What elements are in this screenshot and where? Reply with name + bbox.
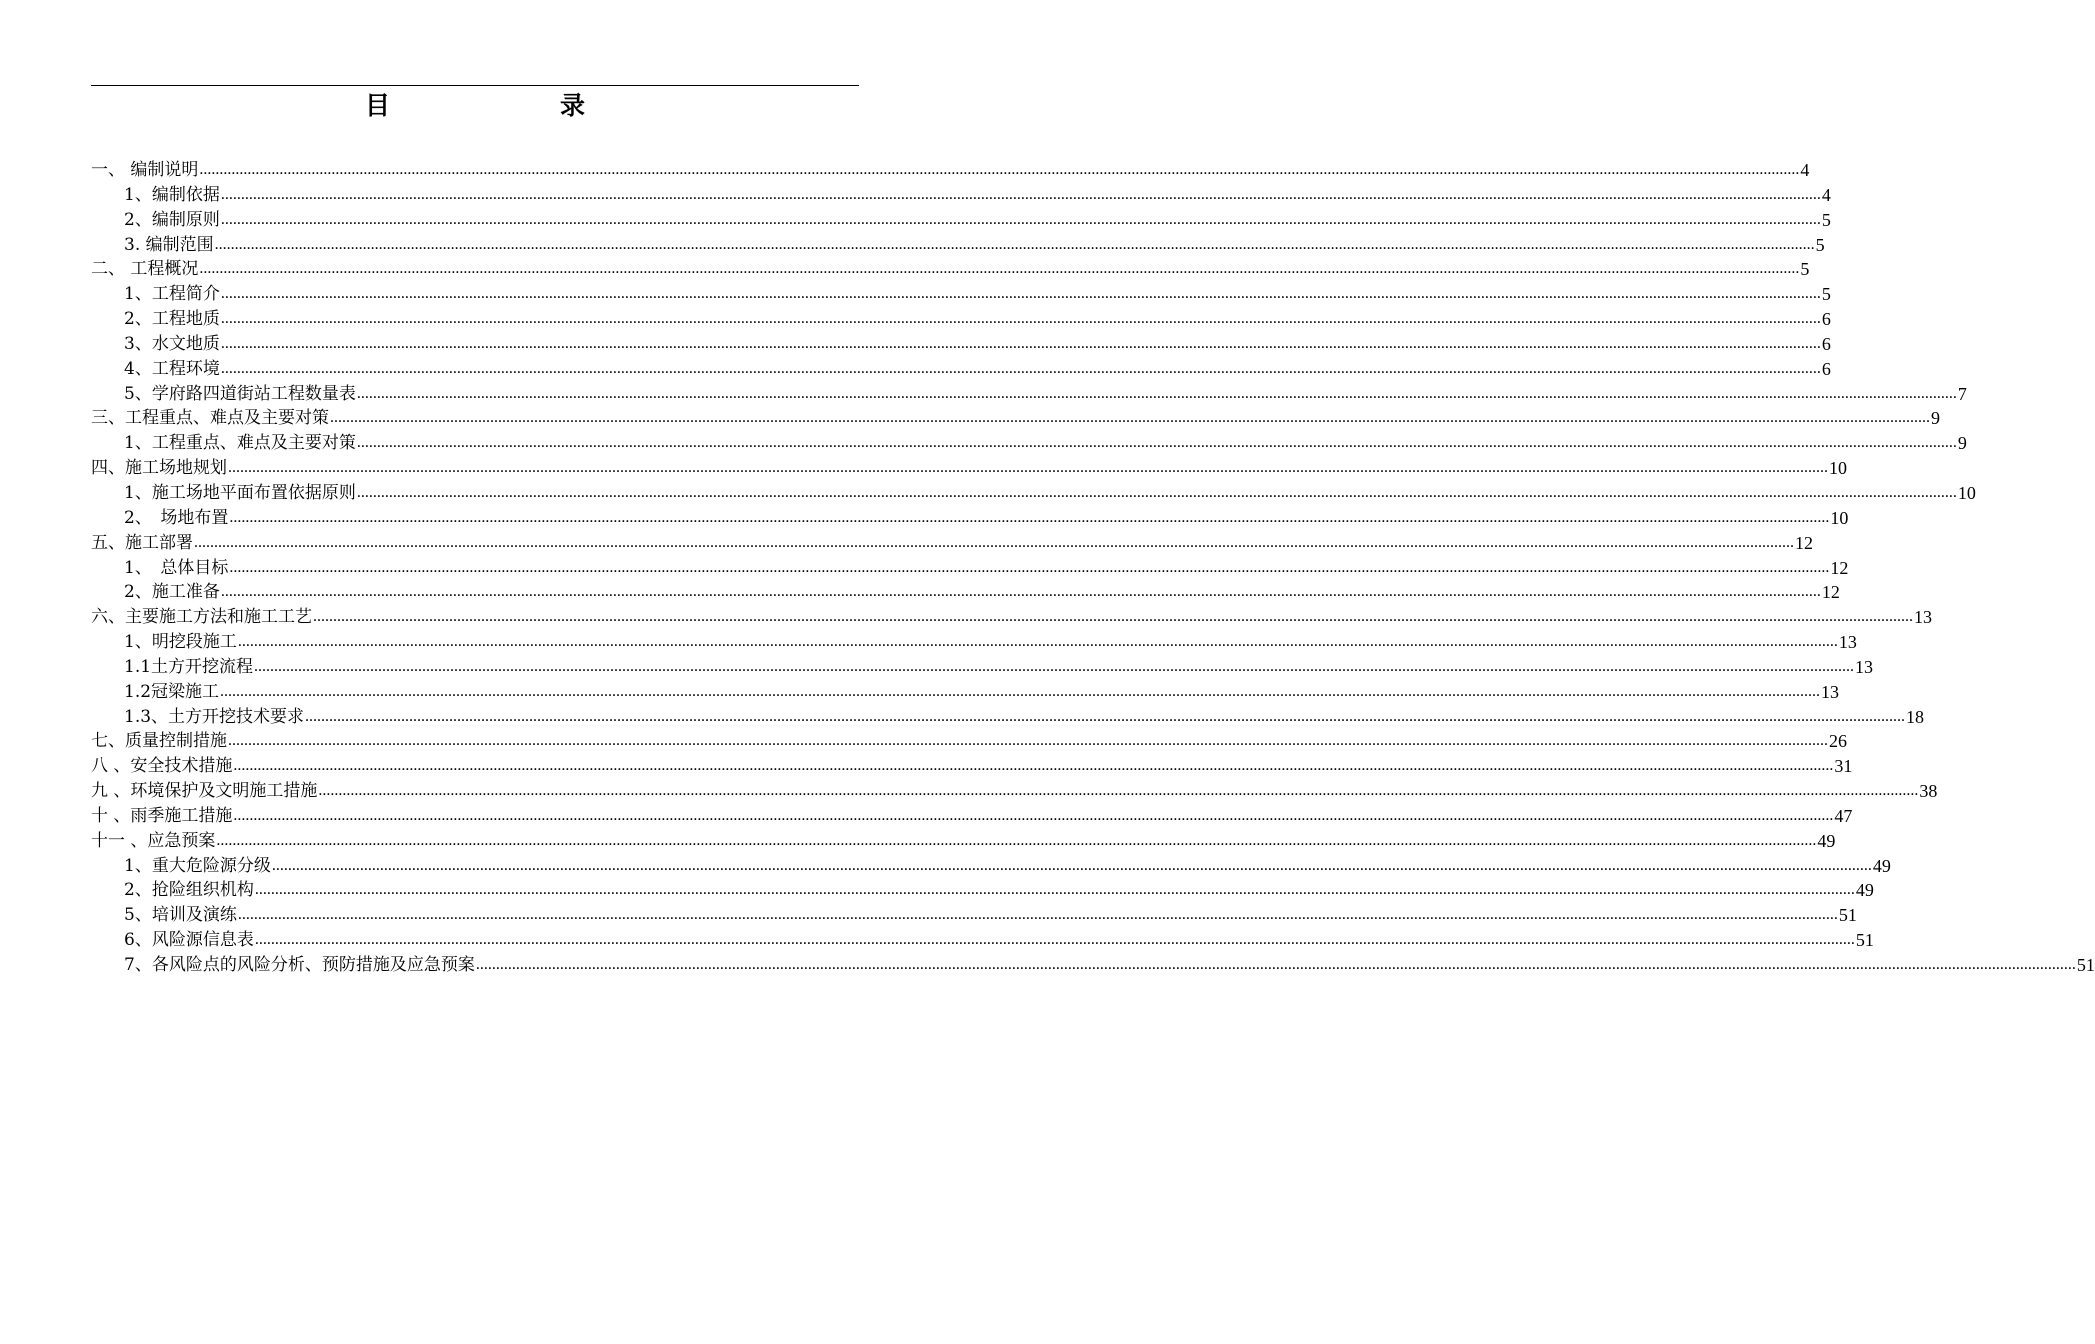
toc-entry[interactable] xyxy=(91,854,1891,879)
toc-entry[interactable] xyxy=(91,878,1874,903)
toc-entry-page-number: 12 xyxy=(1795,532,1813,553)
toc-entry[interactable] xyxy=(91,953,2095,978)
toc-dot-leader: ................................................................................................................................................................................................................................................................................................................................................................................................................ xyxy=(194,533,1794,551)
toc-dot-leader: ................................................................................................................................................................................................................................................................................................................................................................................................................ xyxy=(233,757,1834,775)
toc-entry-label: 1、 总体目标 xyxy=(124,557,229,578)
toc-entry-page-number: 4 xyxy=(1821,184,1831,205)
toc-entry-label: 1、编制依据 xyxy=(124,184,220,205)
toc-entry-label: 1、重大危险源分级 xyxy=(124,855,271,876)
toc-entry-label: 5、培训及演练 xyxy=(124,905,237,926)
toc-entry-label: 2、编制原则 xyxy=(124,209,220,230)
toc-entry-label: 二、 工程概况 xyxy=(91,259,199,280)
toc-entry-label: 1.2冠梁施工 xyxy=(124,681,220,702)
toc-dot-leader: ................................................................................................................................................................................................................................................................................................................................................................................................................ xyxy=(220,285,1821,303)
toc-entry-page-number: 26 xyxy=(1829,731,1847,752)
toc-entry[interactable] xyxy=(91,556,1849,581)
toc-entry-page-number: 10 xyxy=(1829,458,1847,479)
toc-dot-leader: ................................................................................................................................................................................................................................................................................................................................................................................................................ xyxy=(220,210,1821,228)
toc-entry[interactable] xyxy=(91,729,1847,754)
toc-dot-leader: ................................................................................................................................................................................................................................................................................................................................................................................................................ xyxy=(199,260,1800,278)
toc-dot-leader: ................................................................................................................................................................................................................................................................................................................................................................................................................ xyxy=(229,558,1830,576)
toc-entry-label: 十一 、应急预案 xyxy=(91,830,216,851)
toc-dot-leader: ................................................................................................................................................................................................................................................................................................................................................................................................................ xyxy=(271,856,1872,874)
toc-entry[interactable] xyxy=(91,357,1831,382)
toc-entry[interactable] xyxy=(91,804,1853,829)
toc-dot-leader: ................................................................................................................................................................................................................................................................................................................................................................................................................ xyxy=(228,459,1828,477)
toc-entry[interactable] xyxy=(91,580,1840,605)
toc-dot-leader: ................................................................................................................................................................................................................................................................................................................................................................................................................ xyxy=(475,956,2076,973)
toc-entry[interactable] xyxy=(91,829,1836,854)
toc-entry[interactable] xyxy=(91,332,1831,357)
toc-entry[interactable] xyxy=(91,406,1940,431)
toc-dot-leader: ................................................................................................................................................................................................................................................................................................................................................................................................................ xyxy=(356,384,1957,402)
toc-entry-label: 六、主要施工方法和施工工艺 xyxy=(91,607,312,628)
toc-dot-leader: ................................................................................................................................................................................................................................................................................................................................................................................................................ xyxy=(199,161,1800,178)
toc-entry-label: 4、工程环境 xyxy=(124,358,220,379)
toc-entry[interactable] xyxy=(91,506,1849,531)
toc-entry-page-number: 9 xyxy=(1957,433,1967,454)
toc-entry-page-number: 49 xyxy=(1872,855,1891,876)
toc-entry-label: 7、各风险点的风险分析、预防措施及应急预案 xyxy=(124,955,475,975)
toc-entry[interactable] xyxy=(91,779,1938,804)
toc-entry-page-number: 13 xyxy=(1855,656,1874,677)
toc-entry-page-number: 5 xyxy=(1800,259,1810,280)
toc-entry-page-number: 49 xyxy=(1817,830,1836,851)
toc-entry-label: 1、明挖段施工 xyxy=(124,632,237,653)
toc-entry[interactable] xyxy=(91,282,1831,307)
toc-entry[interactable] xyxy=(91,257,1810,282)
toc-dot-leader: ................................................................................................................................................................................................................................................................................................................................................................................................................ xyxy=(254,881,1855,899)
toc-entry-label: 四、施工场地规划 xyxy=(91,458,227,479)
toc-entry[interactable] xyxy=(91,605,1932,630)
toc-entry-label: 5、学府路四道街站工程数量表 xyxy=(124,383,356,404)
toc-entry[interactable] xyxy=(91,680,1840,705)
toc-entry-page-number: 49 xyxy=(1855,880,1874,901)
toc-entry-label: 2、抢险组织机构 xyxy=(124,880,254,901)
toc-entry-label: 3. 编制范围 xyxy=(124,234,214,255)
toc-dot-leader: ................................................................................................................................................................................................................................................................................................................................................................................................................ xyxy=(313,608,1913,626)
toc-entry-page-number: 51 xyxy=(2076,955,2095,975)
toc-entry-label: 2、 场地布置 xyxy=(124,507,229,528)
toc-entry[interactable] xyxy=(91,431,1967,456)
toc-entry[interactable] xyxy=(91,382,1967,407)
toc-entry[interactable] xyxy=(91,705,1925,730)
toc-entry-label: 1.3、土方开挖技术要求 xyxy=(124,706,305,727)
toc-entry-label: 1、工程简介 xyxy=(124,284,220,305)
toc-entry-label: 八 、安全技术措施 xyxy=(91,756,233,777)
toc-entry[interactable] xyxy=(91,158,1810,183)
toc-entry-label: 2、工程地质 xyxy=(124,309,220,330)
toc-entry-page-number: 5 xyxy=(1815,234,1825,255)
toc-entry[interactable] xyxy=(91,481,1976,506)
toc-entry[interactable] xyxy=(91,903,1857,928)
toc-entry-page-number: 4 xyxy=(1800,160,1810,180)
toc-dot-leader: ................................................................................................................................................................................................................................................................................................................................................................................................................ xyxy=(237,633,1838,651)
toc-entry[interactable] xyxy=(91,531,1813,556)
toc-entry-page-number: 51 xyxy=(1838,905,1857,926)
toc-entry-label: 一、 编制说明 xyxy=(91,160,199,180)
toc-entry-label: 6、风险源信息表 xyxy=(124,930,254,951)
toc-dot-leader: ................................................................................................................................................................................................................................................................................................................................................................................................................ xyxy=(356,434,1957,452)
toc-dot-leader: ................................................................................................................................................................................................................................................................................................................................................................................................................ xyxy=(237,906,1838,924)
toc-dot-leader: ................................................................................................................................................................................................................................................................................................................................................................................................................ xyxy=(318,782,1919,800)
toc-entry[interactable] xyxy=(91,456,1847,481)
toc-dot-leader: ................................................................................................................................................................................................................................................................................................................................................................................................................ xyxy=(220,310,1821,328)
toc-entry-label: 3、水文地质 xyxy=(124,333,220,354)
toc-entry-page-number: 10 xyxy=(1830,507,1849,528)
toc-entry-page-number: 12 xyxy=(1821,582,1840,603)
toc-entry-page-number: 13 xyxy=(1914,607,1932,628)
toc-dot-leader: ................................................................................................................................................................................................................................................................................................................................................................................................................ xyxy=(305,707,1906,725)
toc-entry-page-number: 12 xyxy=(1830,557,1849,578)
toc-entry-label: 七、质量控制措施 xyxy=(91,731,227,752)
toc-entry-page-number: 13 xyxy=(1838,632,1857,653)
toc-entry-label: 2、施工准备 xyxy=(124,582,220,603)
toc-dot-leader: ................................................................................................................................................................................................................................................................................................................................................................................................................ xyxy=(220,359,1821,377)
toc-entry-page-number: 9 xyxy=(1931,408,1940,429)
header-rule xyxy=(91,85,859,86)
toc-dot-leader: ................................................................................................................................................................................................................................................................................................................................................................................................................ xyxy=(220,185,1821,203)
toc-entry-page-number: 18 xyxy=(1906,706,1925,727)
toc-entry-page-number: 5 xyxy=(1821,209,1831,230)
toc-entry-label: 1、工程重点、难点及主要对策 xyxy=(124,433,356,454)
toc-entry-page-number: 31 xyxy=(1834,756,1853,777)
toc-entry-page-number: 6 xyxy=(1821,358,1831,379)
toc-entry[interactable] xyxy=(91,630,1857,655)
toc-entry[interactable] xyxy=(91,233,1825,258)
toc-entry[interactable] xyxy=(91,183,1831,208)
toc-entry-page-number: 7 xyxy=(1957,383,1967,404)
toc-entry-label: 十 、雨季施工措施 xyxy=(91,805,233,826)
toc-entry-page-number: 38 xyxy=(1919,781,1938,802)
page-title: 目 录 xyxy=(364,91,625,120)
toc-entry-label: 五、施工部署 xyxy=(91,532,193,553)
toc-entry-page-number: 10 xyxy=(1957,482,1976,503)
toc-entry-page-number: 6 xyxy=(1821,309,1831,330)
toc-entry-page-number: 13 xyxy=(1821,681,1840,702)
toc-dot-leader: ................................................................................................................................................................................................................................................................................................................................................................................................................ xyxy=(216,831,1817,849)
toc-dot-leader: ................................................................................................................................................................................................................................................................................................................................................................................................................ xyxy=(229,508,1830,526)
toc-entry[interactable] xyxy=(91,928,1874,953)
toc-dot-leader: ................................................................................................................................................................................................................................................................................................................................................................................................................ xyxy=(233,806,1834,824)
toc-dot-leader: ................................................................................................................................................................................................................................................................................................................................................................................................................ xyxy=(228,732,1828,750)
toc-entry-page-number: 5 xyxy=(1821,284,1831,305)
toc-dot-leader: ................................................................................................................................................................................................................................................................................................................................................................................................................ xyxy=(254,931,1855,949)
toc-dot-leader: ................................................................................................................................................................................................................................................................................................................................................................................................................ xyxy=(214,235,1815,253)
toc-entry-label: 1、施工场地平面布置依据原则 xyxy=(124,482,356,503)
toc-entry[interactable] xyxy=(91,754,1853,779)
toc-dot-leader: ................................................................................................................................................................................................................................................................................................................................................................................................................ xyxy=(356,483,1957,501)
toc-entry-label: 1.1土方开挖流程 xyxy=(124,656,254,677)
toc-entry-label: 三、工程重点、难点及主要对策 xyxy=(91,408,329,429)
toc-dot-leader: ................................................................................................................................................................................................................................................................................................................................................................................................................ xyxy=(330,409,1930,427)
toc-entry[interactable] xyxy=(91,208,1831,233)
toc-dot-leader: ................................................................................................................................................................................................................................................................................................................................................................................................................ xyxy=(220,334,1821,352)
toc-entry-page-number: 6 xyxy=(1821,333,1831,354)
toc-entry-page-number: 47 xyxy=(1834,805,1853,826)
toc-entry[interactable] xyxy=(91,655,1874,680)
table-of-contents xyxy=(91,158,2095,978)
toc-entry-label: 九 、环境保护及文明施工措施 xyxy=(91,781,318,802)
toc-dot-leader: ................................................................................................................................................................................................................................................................................................................................................................................................................ xyxy=(220,682,1821,700)
toc-dot-leader: ................................................................................................................................................................................................................................................................................................................................................................................................................ xyxy=(220,583,1821,601)
toc-entry[interactable] xyxy=(91,307,1831,332)
toc-dot-leader: ................................................................................................................................................................................................................................................................................................................................................................................................................ xyxy=(254,657,1855,675)
toc-entry-page-number: 51 xyxy=(1855,930,1874,951)
